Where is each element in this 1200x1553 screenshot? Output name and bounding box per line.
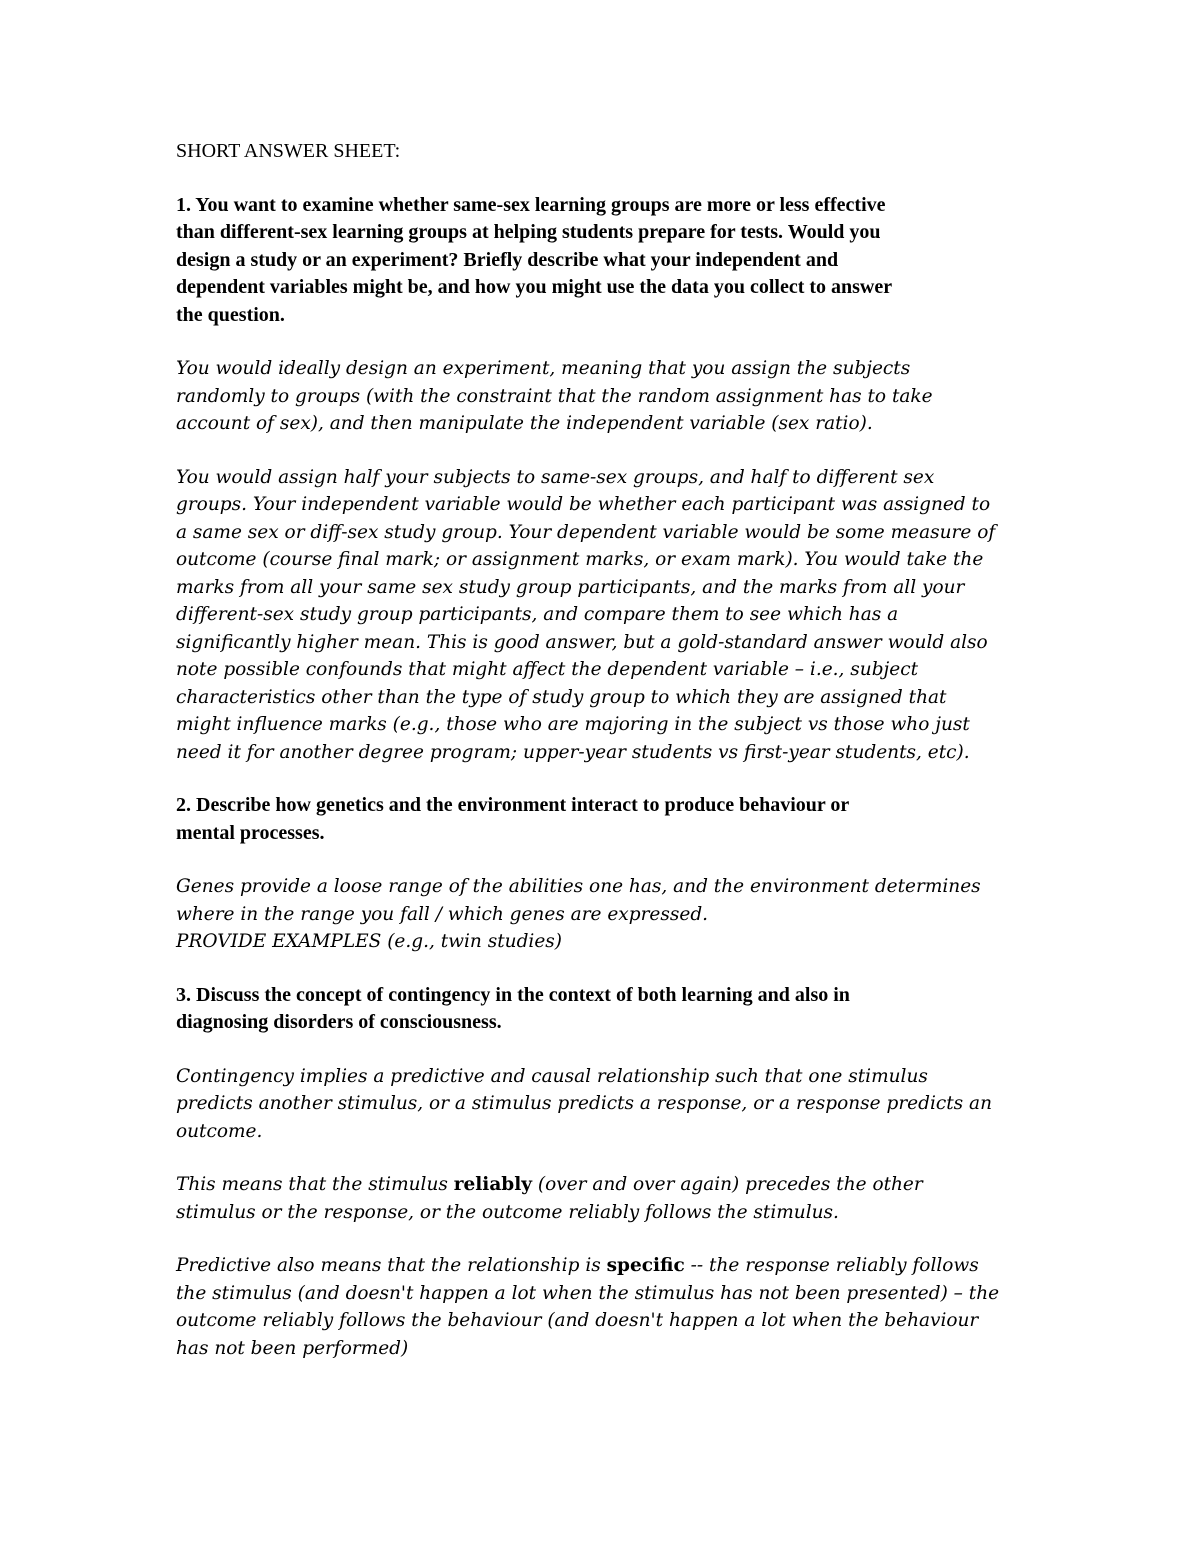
answer-line: characteristics other than the type of study group to which they are assigned that xyxy=(176,686,947,708)
spacer xyxy=(176,847,1036,873)
answer-line: outcome. xyxy=(176,1120,263,1142)
answer-line: significantly higher mean. This is good answer, but a gold-standard answer would also xyxy=(176,631,988,653)
answer-3-paragraph-2 xyxy=(176,1171,1036,1226)
question-1 xyxy=(176,192,1036,330)
answer-line: predicts another stimulus, or a stimulus predicts a response, or a response predicts an xyxy=(176,1093,992,1114)
answer-line: different-sex study group participants, and compare them to see which has a xyxy=(176,604,899,625)
question-3-line: 3. Discuss the concept of contingency in the context of both learning and also in xyxy=(176,983,850,1006)
emphasis-reliably: reliably xyxy=(453,1174,533,1195)
answer-line: groups. Your independent variable would be whether each participant was assigned to xyxy=(176,494,991,515)
answer-line: You would assign half your subjects to same-sex groups, and half to different sex xyxy=(176,466,935,488)
answer-line: a same sex or diff-sex study group. Your dependent variable would be some measure of xyxy=(176,521,996,543)
question-3-line: diagnosing disorders of consciousness. xyxy=(176,1011,502,1033)
answer-line: Genes provide a loose range of the abilities one has, and the environment determines xyxy=(176,876,981,897)
question-1-line: dependent variables might be, and how you might use the data you collect to answer xyxy=(176,276,893,298)
question-2-line: mental processes. xyxy=(176,821,325,844)
answer-text: (over and over again) precedes the other xyxy=(532,1174,923,1195)
answer-line: need it for another degree program; upper-year students vs first-year students, etc). xyxy=(176,741,970,763)
document-body xyxy=(176,138,1036,1362)
question-1-line: design a study or an experiment? Briefly describe what your independent and xyxy=(176,248,839,271)
answer-line: PROVIDE EXAMPLES (e.g., twin studies) xyxy=(176,931,562,952)
sheet-title: SHORT ANSWER SHEET: xyxy=(176,140,401,162)
answer-2 xyxy=(176,873,1036,956)
answer-line: the stimulus (and doesn't happen a lot when the stimulus has not been presented) – the xyxy=(176,1282,1000,1304)
answer-3-paragraph-1 xyxy=(176,1063,1036,1146)
answer-line: marks from all your same sex study group participants, and the marks from all your xyxy=(176,576,965,598)
answer-line: outcome reliably follows the behaviour (and doesn't happen a lot when the behaviour xyxy=(176,1310,979,1331)
answer-line: has not been performed) xyxy=(176,1337,409,1359)
answer-1-paragraph-2 xyxy=(176,464,1036,767)
spacer xyxy=(176,438,1036,464)
answer-line: outcome (course final mark; or assignment marks, or exam mark). You would take the xyxy=(176,549,984,570)
question-1-line: the question. xyxy=(176,303,285,326)
answer-line xyxy=(176,1252,1036,1280)
question-1-line: 1. You want to examine whether same-sex learning groups are more or less effective xyxy=(176,193,886,216)
spacer xyxy=(176,166,1036,192)
spacer xyxy=(176,1226,1036,1252)
answer-line: randomly to groups (with the constraint that the random assignment has to take xyxy=(176,385,933,407)
answer-line: where in the range you fall / which genes are expressed. xyxy=(176,903,709,925)
answer-3-paragraph-3 xyxy=(176,1252,1036,1362)
spacer xyxy=(176,956,1036,982)
answer-text: Predictive also means that the relationship is xyxy=(176,1255,607,1276)
spacer xyxy=(176,766,1036,792)
emphasis-specific: specific xyxy=(606,1255,685,1276)
answer-text: -- the response reliably follows xyxy=(684,1255,979,1276)
answer-line: might influence marks (e.g., those who are majoring in the subject vs those who just xyxy=(176,714,970,735)
answer-line: Contingency implies a predictive and causal relationship such that one stimulus xyxy=(176,1065,928,1087)
question-1-line: than different-sex learning groups at helping students prepare for tests. Would you xyxy=(176,221,881,243)
question-2 xyxy=(176,792,1036,847)
answer-line: You would ideally design an experiment, meaning that you assign the subjects xyxy=(176,358,911,379)
answer-line xyxy=(176,1171,1036,1199)
answer-text: This means that the stimulus xyxy=(176,1174,454,1195)
question-3 xyxy=(176,982,1036,1037)
answer-line: account of sex), and then manipulate the independent variable (sex ratio). xyxy=(176,413,873,434)
answer-line: note possible confounds that might affect the dependent variable – i.e., subject xyxy=(176,659,919,680)
answer-1-paragraph-1 xyxy=(176,355,1036,438)
answer-line: stimulus or the response, or the outcome reliably follows the stimulus. xyxy=(176,1201,839,1223)
spacer xyxy=(176,1037,1036,1063)
spacer xyxy=(176,1145,1036,1171)
spacer xyxy=(176,329,1036,355)
question-2-line: 2. Describe how genetics and the environment interact to produce behaviour or xyxy=(176,794,850,816)
